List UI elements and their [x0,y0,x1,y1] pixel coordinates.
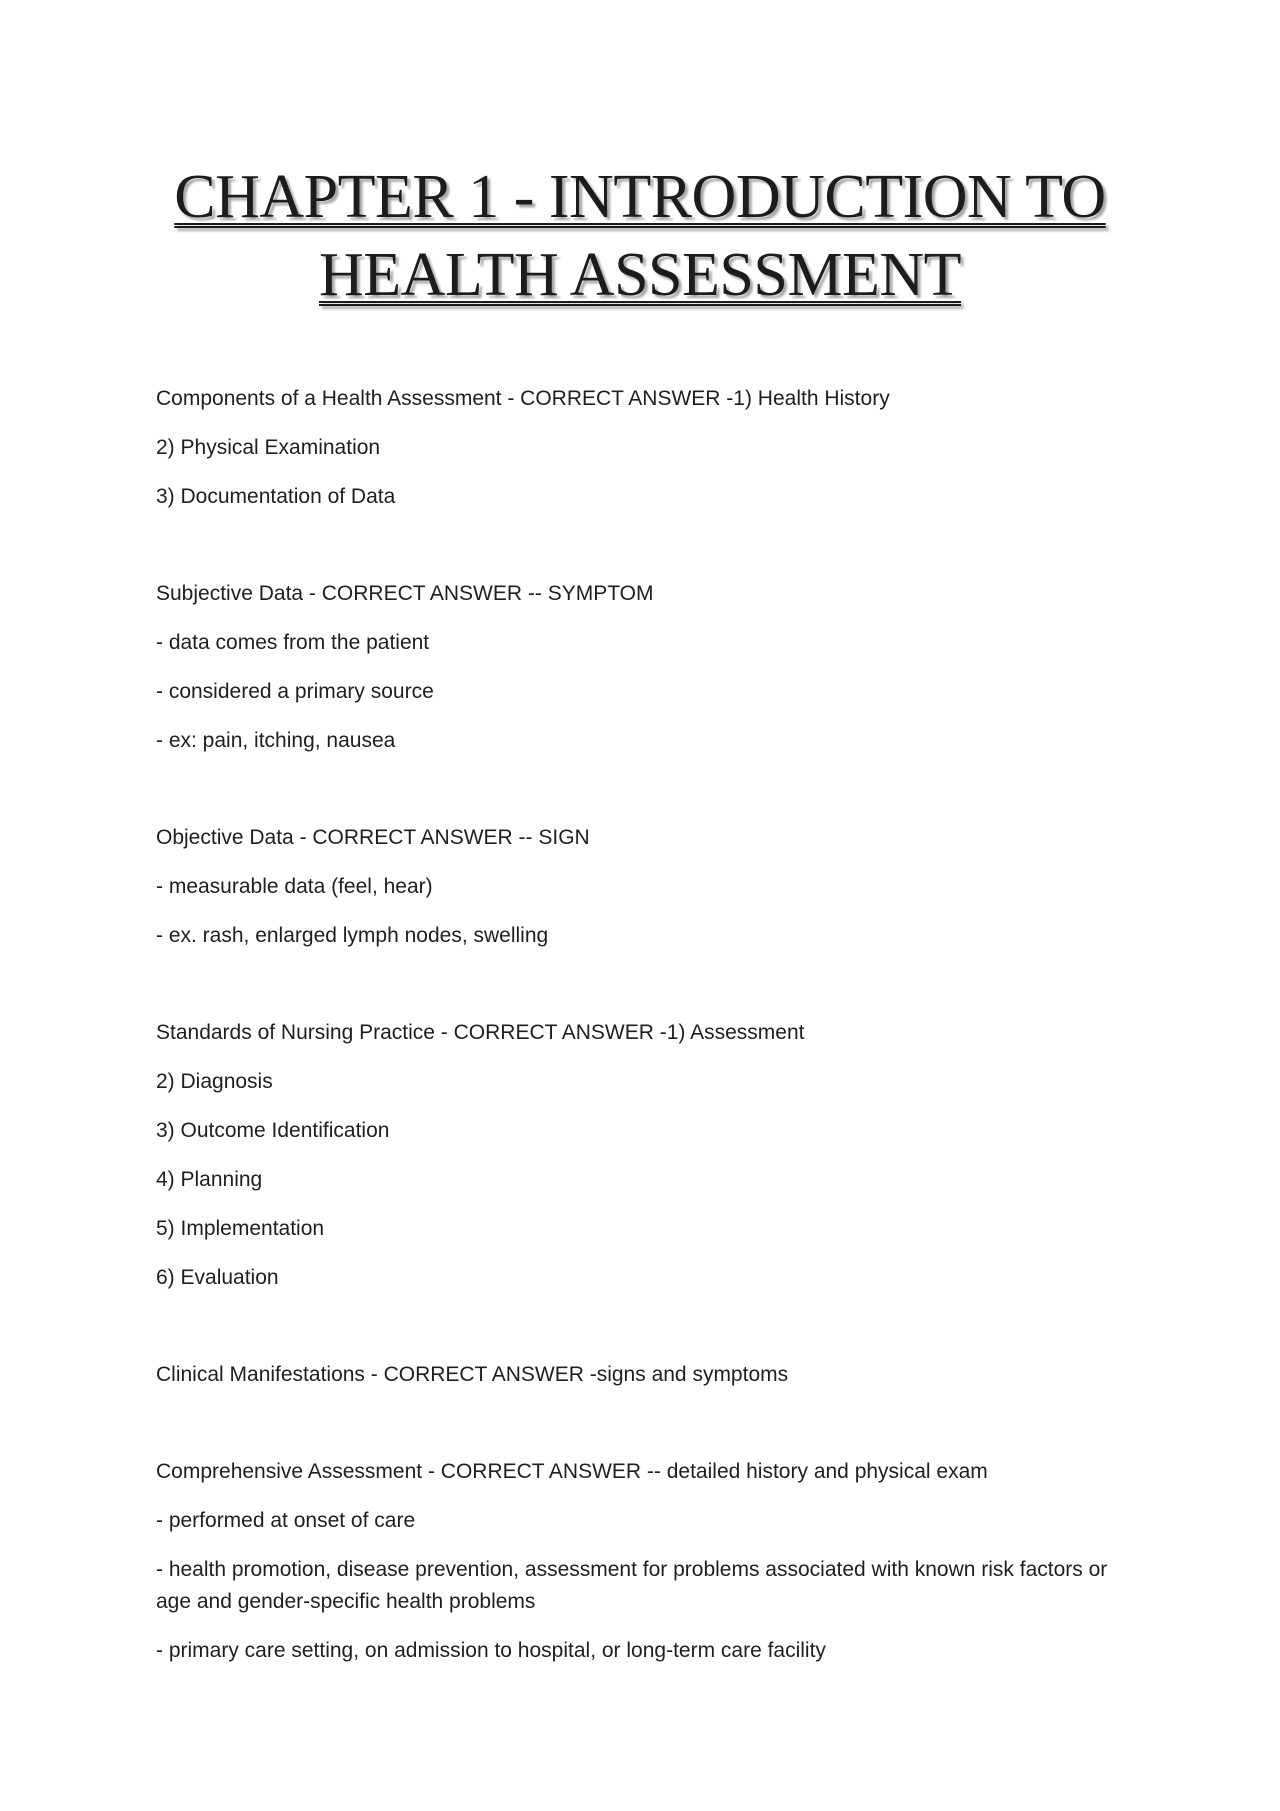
question-line: Subjective Data - CORRECT ANSWER -- SYMPTOM [156,582,654,605]
answer-line: 6) Evaluation [156,1266,279,1289]
section-standards-nursing-practice [156,1017,1136,1294]
answer-line: 3) Outcome Identification [156,1119,390,1142]
answer-line: 4) Planning [156,1168,263,1191]
section-subjective-data [156,578,1136,757]
title-line: CHAPTER 1 - INTRODUCTION TO [174,163,1106,231]
section-objective-data [156,822,1136,952]
answer-line: 2) Physical Examination [156,436,381,459]
answer-line: - primary care setting, on admission to hospital, or long-term care facility [156,1639,826,1662]
answer-line: - health promotion, disease prevention, assessment for problems associated with known risk factors or age and gender-specific health problems [156,1558,1108,1613]
answer-line: - ex. rash, enlarged lymph nodes, swelling [156,924,549,947]
answer-line: - measurable data (feel, hear) [156,875,433,898]
answer-line: 3) Documentation of Data [156,485,396,508]
title-line: HEALTH ASSESSMENT [318,241,962,309]
question-line: Standards of Nursing Practice - CORRECT ANSWER -1) Assessment [156,1021,805,1044]
answer-line: - data comes from the patient [156,631,430,654]
document-body [156,383,1136,1684]
answer-line: - performed at onset of care [156,1509,416,1532]
question-line: Comprehensive Assessment - CORRECT ANSWER -- detailed history and physical exam [156,1460,988,1483]
question-line: Objective Data - CORRECT ANSWER -- SIGN [156,826,590,849]
answer-line: 5) Implementation [156,1217,325,1240]
question-line: Clinical Manifestations - CORRECT ANSWER -signs and symptoms [156,1363,789,1386]
question-line: Components of a Health Assessment - CORRECT ANSWER -1) Health History [156,387,890,410]
section-components [156,383,1136,513]
page-title [0,158,1280,314]
answer-line: - considered a primary source [156,680,434,703]
section-comprehensive-assessment [156,1456,1136,1667]
answer-line: - ex: pain, itching, nausea [156,729,396,752]
answer-line: 2) Diagnosis [156,1070,273,1093]
section-clinical-manifestations [156,1359,1136,1391]
